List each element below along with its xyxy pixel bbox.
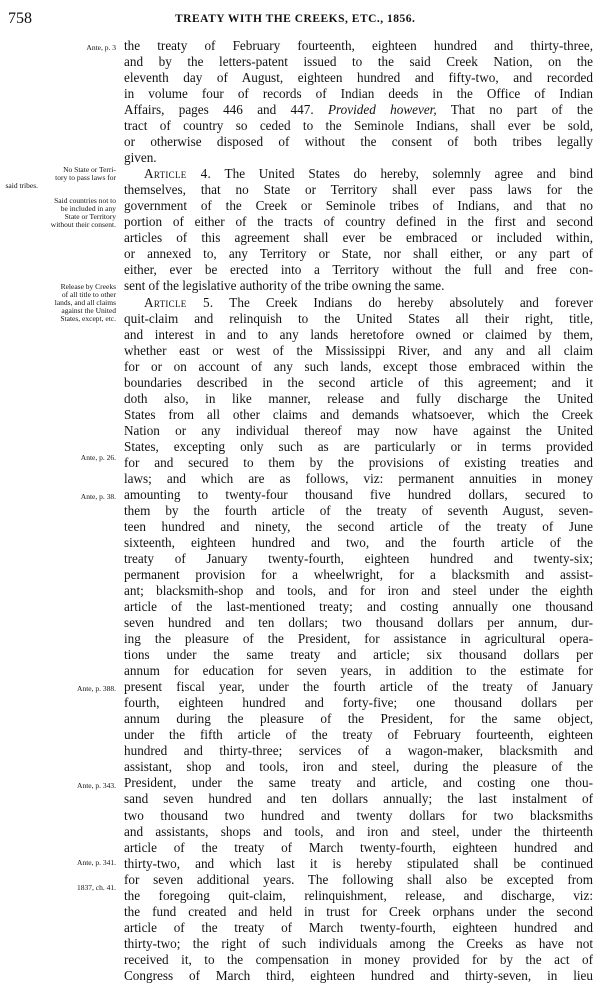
text-line: or otherwise disposed of without the consent of both tribes legally bbox=[124, 134, 593, 150]
text-line: themselves, that no State or Territory shall ever pass laws for the bbox=[124, 182, 593, 198]
text-line: them by the fourth article of the treaty of seventh August, seven- bbox=[124, 502, 593, 518]
margin-note: against the United bbox=[61, 306, 116, 315]
margin-note: Ante, p. 343. bbox=[77, 781, 116, 790]
text-line: States from all other claims and demands whatsoever, which the Creek bbox=[124, 406, 593, 422]
text-line: present fiscal year, under the fourth article of the treaty of January bbox=[124, 679, 593, 695]
margin-note: said tribes. bbox=[5, 181, 38, 190]
text-line: sand seven hundred and ten dollars annually; the last instalment of bbox=[124, 791, 593, 807]
treaty-text bbox=[124, 38, 593, 984]
text-line-proviso: Affairs, pages 446 and 447. Provided however, That no part of the bbox=[124, 102, 593, 118]
text-line: article of the treaty of March twenty-fourth, eighteen hundred and bbox=[124, 839, 593, 855]
margin-note: be included in any bbox=[60, 204, 116, 213]
margin-note: States, except, etc. bbox=[60, 314, 116, 323]
text-line: or annexed to, any Territory or State, nor shall either, or any part of bbox=[124, 246, 593, 262]
text-line: Congress of March third, eighteen hundred and thirty-seven, in lieu bbox=[124, 967, 593, 983]
text-line: for and secured to them by the provisions of existing treaties and bbox=[124, 454, 593, 470]
text-line: two thousand two hundred and twenty dollars for two blacksmiths bbox=[124, 807, 593, 823]
text-line: and by the letters-patent issued to the said Creek Nation, on the bbox=[124, 54, 593, 70]
margin-note: Ante, p. 26. bbox=[80, 453, 116, 462]
text-line: seven hundred and ten dollars; two thousand dollars per annum, dur- bbox=[124, 615, 593, 631]
text-line: hundred and thirty-three; services of a wagon-maker, blacksmith and bbox=[124, 743, 593, 759]
text-line: received it, to the compensation in money provided for by the act of bbox=[124, 951, 593, 967]
text-line: in volume four of records of Indian deeds in the Office of Indian bbox=[124, 86, 593, 102]
text-line: sent of the legislative authority of the tribe owning the same. bbox=[124, 278, 445, 294]
text-line: annum for education for seven years, in addition to the estimate for bbox=[124, 663, 593, 679]
margin-note: of all title to other bbox=[61, 290, 116, 299]
margin-note: No State or Terri- bbox=[63, 165, 116, 174]
text-line: eleventh day of August, eighteen hundred and fifty-two, and recorded bbox=[124, 70, 593, 86]
text-line: tract of country so ceded to the Seminole Indians, shall ever be sold, bbox=[124, 118, 593, 134]
text-line: the fund created and held in trust for Creek orphans under the second bbox=[124, 903, 593, 919]
running-title: TREATY WITH THE CREEKS, ETC., 1856. bbox=[175, 13, 416, 25]
margin-note: Ante, p. 341. bbox=[77, 858, 116, 867]
text-line: the treaty of February fourteenth, eighteen hundred and thirty-three, bbox=[124, 38, 593, 53]
text-line: article of the last-mentioned treaty; and costing annually one thousand bbox=[124, 599, 593, 615]
text-line: for or on account of any such lands, except those embraced within the bbox=[124, 358, 593, 374]
margin-note: 1837, ch. 41. bbox=[77, 883, 116, 892]
text-line: teen hundred and ninety, the second article of the treaty of June bbox=[124, 518, 593, 534]
margin-note: Said countries not to bbox=[54, 196, 116, 205]
text-line: portion of either of the tracts of country defined in the first and second bbox=[124, 214, 593, 230]
margin-note: Ante, p. 38. bbox=[80, 492, 116, 501]
text-line: assistant, shop and tools, iron and steel, during the pleasure of the bbox=[124, 759, 593, 775]
text-line: either, ever be erected into a Territory without the full and free con- bbox=[124, 262, 593, 278]
text-line: sixteenth, eighteen hundred and two, and the fourth article of the bbox=[124, 534, 593, 550]
text-line: doth also, in like manner, release and fully discharge the United bbox=[124, 390, 593, 406]
text-line: ing the pleasure of the President, for assistance in agricultural opera- bbox=[124, 631, 593, 647]
article-4-heading-line: Article 4. The United States do hereby, solemnly agree and bind bbox=[144, 166, 593, 182]
article-5-heading-line: Article 5. The Creek Indians do hereby absolutely and forever bbox=[144, 294, 593, 310]
margin-note: State or Territory bbox=[64, 212, 116, 221]
text-line: States, excepting only such as are particularly or in terms provided bbox=[124, 438, 593, 454]
margin-note: Ante, p. 388. bbox=[77, 684, 116, 693]
text-line: thirty-two, and which last it is hereby stipulated shall be continued bbox=[124, 855, 593, 871]
proviso-italic: Provided however, bbox=[327, 102, 437, 118]
text-line: for seven additional years. The following shall also be excepted from bbox=[124, 871, 593, 887]
text-line: article of the treaty of March twenty-fourth, eighteen hundred and bbox=[124, 919, 593, 935]
text-line: tions under the same treaty and article; six thousand dollars per bbox=[124, 647, 593, 663]
text-line: and interest in and to any lands heretofore owned or claimed by them, bbox=[124, 326, 593, 342]
margin-note: Release by Creeks bbox=[60, 282, 116, 291]
text-line: annum during the pleasure of the President, for the same object, bbox=[124, 711, 593, 727]
margin-note: tory to pass laws for bbox=[55, 173, 116, 182]
article-4-label: Article 4. bbox=[144, 166, 212, 182]
margin-note: lands, and all claims bbox=[54, 298, 116, 307]
text-line: and assistants, shops and tools, and iron and steel, under the thirteenth bbox=[124, 823, 593, 839]
text-line: given. bbox=[124, 150, 157, 166]
article-5-label: Article 5. bbox=[144, 294, 214, 310]
text-line: laws; and which are as follows, viz: permanent annuities in money bbox=[124, 470, 593, 486]
text-line: under the fifth article of the treaty of February fourteenth, eighteen bbox=[124, 727, 593, 743]
text-line: quit-claim and relinquish to the United States all their right, title, bbox=[124, 310, 593, 326]
page-number: 758 bbox=[8, 10, 32, 27]
margin-note: Ante, p. 3 bbox=[86, 43, 116, 52]
text-line: boundaries described in the second article of this agreement; and it bbox=[124, 374, 593, 390]
text-line: fourth, eighteen hundred and forty-five; one thousand dollars per bbox=[124, 695, 593, 711]
text-line: government of the Creek or Seminole tribes of Indians, and that no bbox=[124, 198, 593, 214]
text-line: permanent provision for a wheelwright, for a blacksmith and assist- bbox=[124, 567, 593, 583]
text-line: Nation or any individual thereof may now have against the United bbox=[124, 422, 593, 438]
text-line: President, under the same treaty and article, and costing one thou- bbox=[124, 775, 593, 791]
text-line: thirty-two; the right of such individuals among the Creeks as have not bbox=[124, 935, 593, 951]
margin-note: without their consent. bbox=[50, 220, 116, 229]
margin-notes bbox=[0, 0, 122, 921]
text-line: treaty of January twenty-fourth, eighteen hundred and twenty-six; bbox=[124, 551, 593, 566]
text-line: the foregoing quit-claim, relinquishment, release, and discharge, viz: bbox=[124, 887, 593, 903]
text-line: whether east or west of the Mississippi River, and any and all claim bbox=[124, 342, 593, 358]
text-line: amounting to twenty-four thousand five hundred dollars, secured to bbox=[124, 486, 593, 502]
text-line: ant; blacksmith-shop and tools, and for iron and steel under the eighth bbox=[124, 583, 593, 599]
text-line: articles of this agreement shall ever be embraced or included within, bbox=[124, 230, 593, 246]
